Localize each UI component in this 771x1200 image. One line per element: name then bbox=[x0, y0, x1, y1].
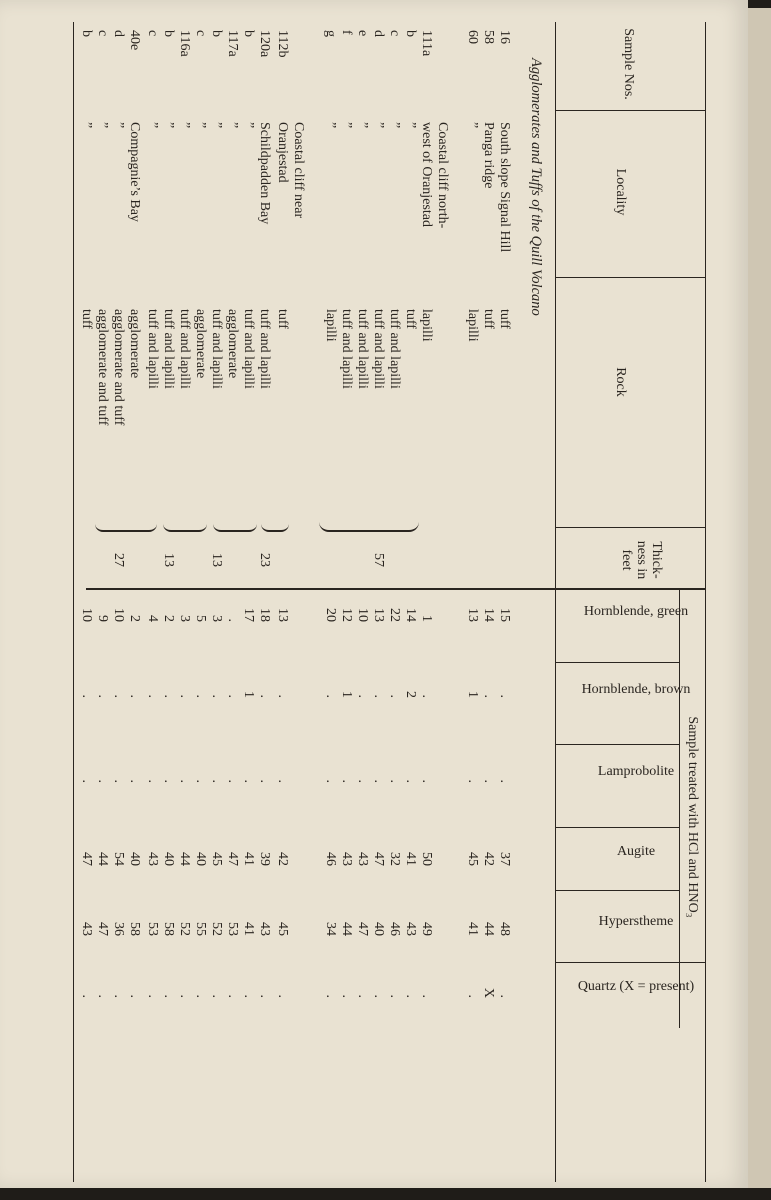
cell-rock: tuff bbox=[403, 309, 418, 329]
cell-qtz: . bbox=[257, 994, 272, 998]
cell-lamp: . bbox=[145, 779, 160, 783]
cell-locality: ” bbox=[339, 122, 354, 129]
cell-rock: agglomerate bbox=[127, 309, 142, 379]
cell-rock: tuff and lapilli bbox=[241, 309, 256, 389]
cell-qtz: . bbox=[371, 994, 386, 998]
cell-rock: lapilli bbox=[323, 309, 338, 342]
cell-hyp: 43 bbox=[403, 922, 418, 936]
cell-hg: 10 bbox=[355, 608, 370, 622]
cell-aug: 42 bbox=[275, 852, 290, 866]
cell-aug: 41 bbox=[403, 852, 418, 866]
cell-hyp: 58 bbox=[161, 922, 176, 936]
cell-hg: 3 bbox=[177, 615, 192, 622]
cell-lamp: . bbox=[241, 779, 256, 783]
divider-8 bbox=[556, 890, 680, 891]
cell-hg: 13 bbox=[465, 608, 480, 622]
cell-qtz: . bbox=[225, 994, 240, 998]
cell-hb: . bbox=[481, 694, 496, 698]
cell-thickness: 23 bbox=[257, 553, 272, 567]
cell-sample: d bbox=[371, 30, 386, 37]
divider-6 bbox=[556, 744, 680, 745]
divider-5 bbox=[556, 662, 680, 663]
cell-qtz: . bbox=[275, 994, 290, 998]
cell-sample: d bbox=[111, 30, 126, 37]
cell-thickness: 13 bbox=[161, 553, 176, 567]
cell-hg: 18 bbox=[257, 608, 272, 622]
cell-sample: 117a bbox=[225, 30, 240, 57]
cell-hb: 1 bbox=[241, 691, 256, 698]
cell-hb: . bbox=[209, 694, 224, 698]
body-divider bbox=[86, 588, 556, 590]
table-bottom-rule bbox=[73, 22, 74, 1182]
cell-hb: . bbox=[193, 694, 208, 698]
cell-hb: . bbox=[257, 694, 272, 698]
cell-hyp: 46 bbox=[387, 922, 402, 936]
cell-hb: 1 bbox=[465, 691, 480, 698]
cell-rock: lapilli bbox=[419, 309, 434, 342]
table-row bbox=[338, 22, 354, 1182]
cell-rock: tuff and lapilli bbox=[371, 309, 386, 389]
cell-hg: 10 bbox=[111, 608, 126, 622]
cell-rock: tuff bbox=[79, 309, 94, 329]
cell-hb: 1 bbox=[339, 691, 354, 698]
cell-hyp: 43 bbox=[79, 922, 94, 936]
cell-rock: tuff and lapilli bbox=[161, 309, 176, 389]
cell-thickness: 57 bbox=[371, 553, 386, 567]
cell-locality: ” bbox=[193, 122, 208, 129]
table-row bbox=[144, 22, 160, 1182]
rotated-table bbox=[14, 22, 734, 1182]
cell-locality: Schildpadden Bay bbox=[257, 122, 272, 225]
cell-aug: 43 bbox=[355, 852, 370, 866]
cell-hg: 9 bbox=[95, 615, 110, 622]
header-lamprobolite: Lamprobolite bbox=[597, 764, 675, 779]
cell-aug: 47 bbox=[371, 852, 386, 866]
cell-hyp: 52 bbox=[209, 922, 224, 936]
divider-7 bbox=[556, 827, 680, 828]
cell-hb: . bbox=[275, 694, 290, 698]
cell-hg: 5 bbox=[193, 615, 208, 622]
cell-qtz: . bbox=[79, 994, 94, 998]
cell-hb: . bbox=[95, 694, 110, 698]
cell-aug: 47 bbox=[225, 852, 240, 866]
header-hyperstheme: Hyperstheme bbox=[598, 914, 674, 929]
table-row bbox=[354, 22, 370, 1182]
cell-qtz: . bbox=[209, 994, 224, 998]
cell-locality: ” bbox=[403, 122, 418, 129]
cell-locality: west of Oranjestad bbox=[419, 122, 434, 227]
cell-lamp: . bbox=[111, 779, 126, 783]
table-row bbox=[78, 22, 94, 1182]
cell-hb: . bbox=[177, 694, 192, 698]
cell-aug: 43 bbox=[339, 852, 354, 866]
cell-rock: tuff bbox=[275, 309, 290, 329]
cell-lamp: . bbox=[161, 779, 176, 783]
cell-sample: 40e bbox=[127, 30, 142, 51]
cell-qtz: . bbox=[497, 994, 512, 998]
cell-locality: ” bbox=[145, 122, 160, 129]
cell-lamp: . bbox=[275, 779, 290, 783]
cell-qtz: . bbox=[355, 994, 370, 998]
cell-aug: 50 bbox=[419, 852, 434, 866]
cell-lamp: . bbox=[95, 779, 110, 783]
header-hornblende-green: Hornblende, green bbox=[583, 604, 689, 619]
cell-lamp: . bbox=[257, 779, 272, 783]
cell-hyp: 47 bbox=[95, 922, 110, 936]
cell-lamp: . bbox=[419, 779, 434, 783]
cell-sample: 116a bbox=[177, 30, 192, 57]
cell-lamp: . bbox=[193, 779, 208, 783]
table-row bbox=[224, 22, 240, 1182]
cell-hyp: 58 bbox=[127, 922, 142, 936]
cell-aug: 45 bbox=[465, 852, 480, 866]
header-augite: Augite bbox=[616, 844, 656, 859]
cell-hyp: 45 bbox=[275, 922, 290, 936]
cell-sample: b bbox=[403, 30, 418, 37]
cell-sample: c bbox=[193, 30, 208, 37]
cell-locality: Oranjestad bbox=[275, 122, 290, 183]
cell-hg: 14 bbox=[481, 608, 496, 622]
table-row bbox=[94, 22, 110, 1182]
cell-hyp: 47 bbox=[355, 922, 370, 936]
cell-qtz: . bbox=[465, 994, 480, 998]
cell-aug: 45 bbox=[209, 852, 224, 866]
cell-lamp: . bbox=[465, 779, 480, 783]
cell-sample: b bbox=[209, 30, 224, 37]
cell-aug: 44 bbox=[177, 852, 192, 866]
cell-hyp: 53 bbox=[145, 922, 160, 936]
cell-hg: 10 bbox=[79, 608, 94, 622]
cell-aug: 40 bbox=[127, 852, 142, 866]
cell-rock: tuff and lapilli bbox=[355, 309, 370, 389]
cell-sample: 111a bbox=[419, 30, 434, 57]
cell-rock: tuff and lapilli bbox=[177, 309, 192, 389]
cell-hyp: 43 bbox=[257, 922, 272, 936]
cell-aug: 40 bbox=[161, 852, 176, 866]
cell-sample: 16 bbox=[497, 30, 512, 44]
cell-locality: Panga ridge bbox=[481, 122, 496, 189]
cell-lamp: . bbox=[79, 779, 94, 783]
table-row bbox=[418, 22, 434, 1182]
cell-hg: 20 bbox=[323, 608, 338, 622]
cell-hyp: 53 bbox=[225, 922, 240, 936]
cell-sample: b bbox=[79, 30, 94, 37]
header-thickness: Thick- ness in feet bbox=[619, 540, 664, 580]
cell-hb: . bbox=[225, 694, 240, 698]
cell-lamp: . bbox=[355, 779, 370, 783]
table-row bbox=[160, 22, 176, 1182]
cell-rock: tuff and lapilli bbox=[339, 309, 354, 389]
cell-hyp: 52 bbox=[177, 922, 192, 936]
divider-9 bbox=[556, 962, 706, 963]
table-row bbox=[126, 22, 142, 1182]
cell-aug: 42 bbox=[481, 852, 496, 866]
header-locality: Locality bbox=[613, 168, 628, 216]
cell-rock: agglomerate bbox=[193, 309, 208, 379]
table-row bbox=[110, 22, 126, 1182]
divider-3 bbox=[556, 527, 706, 528]
cell-aug: 46 bbox=[323, 852, 338, 866]
cell-qtz: . bbox=[193, 994, 208, 998]
cell-rock: agglomerate and tuff bbox=[111, 309, 126, 426]
cell-locality: ” bbox=[177, 122, 192, 129]
cell-aug: 40 bbox=[193, 852, 208, 866]
section-title: Agglomerates and Tuffs of the Quill Volcano bbox=[528, 58, 544, 316]
cell-hb: . bbox=[355, 694, 370, 698]
cell-qtz: . bbox=[419, 994, 434, 998]
cell-hb: . bbox=[111, 694, 126, 698]
cell-sample: 120a bbox=[257, 30, 272, 58]
cell-hg: 22 bbox=[387, 608, 402, 622]
header-bottom-rule bbox=[555, 22, 556, 1182]
cell-rock: lapilli bbox=[465, 309, 480, 342]
cell-hb: . bbox=[419, 694, 434, 698]
cell-lamp: . bbox=[497, 779, 512, 783]
next-page-edge bbox=[748, 8, 771, 1188]
table-row bbox=[402, 22, 418, 1182]
cell-qtz: . bbox=[387, 994, 402, 998]
table-row bbox=[240, 22, 256, 1182]
cell-locality: ” bbox=[161, 122, 176, 129]
cell-hyp: 41 bbox=[241, 922, 256, 936]
cell-rock: tuff and lapilli bbox=[387, 309, 402, 389]
cell-aug: 41 bbox=[241, 852, 256, 866]
cell-sample: c bbox=[387, 30, 402, 37]
cell-hg: 13 bbox=[275, 608, 290, 622]
cell-locality: ” bbox=[387, 122, 402, 129]
table-row bbox=[496, 22, 512, 1182]
cell-qtz: . bbox=[339, 994, 354, 998]
cell-lamp: . bbox=[323, 779, 338, 783]
divider-1 bbox=[556, 110, 706, 111]
cell-lamp: . bbox=[371, 779, 386, 783]
cell-aug: 32 bbox=[387, 852, 402, 866]
cell-rock: tuff and lapilli bbox=[209, 309, 224, 389]
cell-lamp: . bbox=[225, 779, 240, 783]
cell-aug: 44 bbox=[95, 852, 110, 866]
cell-rock: agglomerate bbox=[225, 309, 240, 379]
cell-hyp: 55 bbox=[193, 922, 208, 936]
cell-qtz: . bbox=[111, 994, 126, 998]
header-hornblende-brown: Hornblende, brown bbox=[581, 682, 691, 697]
cell-hb: . bbox=[79, 694, 94, 698]
table-row bbox=[322, 22, 338, 1182]
cell-qtz: . bbox=[161, 994, 176, 998]
cell-sample: g bbox=[323, 30, 338, 37]
cell-sample: 58 bbox=[481, 30, 496, 44]
divider-4 bbox=[556, 588, 706, 590]
cell-locality: ” bbox=[209, 122, 224, 129]
cell-aug: 54 bbox=[111, 852, 126, 866]
cell-hb: 2 bbox=[403, 691, 418, 698]
cell-aug: 47 bbox=[79, 852, 94, 866]
cell-sample: f bbox=[339, 30, 354, 35]
cell-hyp: 41 bbox=[465, 922, 480, 936]
divider-2 bbox=[556, 277, 706, 278]
cell-lamp: . bbox=[127, 779, 142, 783]
cell-qtz: . bbox=[241, 994, 256, 998]
cell-hb: . bbox=[145, 694, 160, 698]
cell-locality: ” bbox=[371, 122, 386, 129]
cell-aug: 37 bbox=[497, 852, 512, 866]
cell-locality: Coastal cliff near bbox=[291, 122, 306, 219]
cell-hyp: 48 bbox=[497, 922, 512, 936]
cell-qtz: . bbox=[95, 994, 110, 998]
cell-qtz: . bbox=[323, 994, 338, 998]
cell-sample: 60 bbox=[465, 30, 480, 44]
table-row bbox=[464, 22, 480, 1182]
cell-thickness: 13 bbox=[209, 553, 224, 567]
cell-locality: ” bbox=[465, 122, 480, 129]
cell-qtz: . bbox=[177, 994, 192, 998]
header-rock: Rock bbox=[613, 367, 628, 397]
cell-lamp: . bbox=[403, 779, 418, 783]
cell-locality: ” bbox=[355, 122, 370, 129]
cell-hb: . bbox=[127, 694, 142, 698]
cell-qtz: X bbox=[481, 987, 496, 998]
cell-aug: 43 bbox=[145, 852, 160, 866]
table-row bbox=[176, 22, 192, 1182]
cell-locality: ” bbox=[241, 122, 256, 129]
cell-locality: Compagnie’s Bay bbox=[127, 122, 142, 222]
cell-hg: 4 bbox=[145, 615, 160, 622]
cell-hb: . bbox=[371, 694, 386, 698]
cell-locality: Coastal cliff north- bbox=[435, 122, 450, 229]
cell-sample: b bbox=[241, 30, 256, 37]
cell-hyp: 44 bbox=[339, 922, 354, 936]
cell-sample: 112b bbox=[275, 30, 290, 58]
cell-lamp: . bbox=[177, 779, 192, 783]
cell-locality: ” bbox=[95, 122, 110, 129]
cell-locality: ” bbox=[111, 122, 126, 129]
cell-hg: 12 bbox=[339, 608, 354, 622]
cell-locality: ” bbox=[225, 122, 240, 129]
cell-hb: . bbox=[323, 694, 338, 698]
cell-hg: . bbox=[225, 618, 240, 622]
cell-rock: tuff bbox=[497, 309, 512, 329]
cell-hg: 15 bbox=[497, 608, 512, 622]
cell-locality: ” bbox=[323, 122, 338, 129]
table-row bbox=[192, 22, 208, 1182]
cell-hg: 1 bbox=[419, 615, 434, 622]
table-row bbox=[480, 22, 496, 1182]
cell-hg: 17 bbox=[241, 608, 256, 622]
table-row bbox=[274, 22, 290, 1182]
cell-hg: 14 bbox=[403, 608, 418, 622]
cell-hyp: 49 bbox=[419, 922, 434, 936]
cell-locality: South slope Signal Hill bbox=[497, 122, 512, 253]
cell-rock: tuff and lapilli bbox=[257, 309, 272, 389]
cell-hb: . bbox=[161, 694, 176, 698]
cell-thickness: 27 bbox=[111, 553, 126, 567]
treated-group-header: Sample treated with HCl and HNO₃ bbox=[685, 716, 700, 918]
header-sample: Sample Nos. bbox=[621, 28, 636, 100]
cell-hyp: 36 bbox=[111, 922, 126, 936]
cell-aug: 39 bbox=[257, 852, 272, 866]
cell-sample: c bbox=[145, 30, 160, 37]
cell-lamp: . bbox=[387, 779, 402, 783]
cell-lamp: . bbox=[209, 779, 224, 783]
table-row bbox=[290, 22, 306, 1182]
cell-locality: ” bbox=[79, 122, 94, 129]
table-top-rule bbox=[705, 22, 706, 1182]
cell-qtz: . bbox=[145, 994, 160, 998]
cell-sample: b bbox=[161, 30, 176, 37]
cell-sample: c bbox=[95, 30, 110, 37]
cell-hb: . bbox=[497, 694, 512, 698]
cell-rock: tuff bbox=[481, 309, 496, 329]
table-row bbox=[386, 22, 402, 1182]
cell-hg: 3 bbox=[209, 615, 224, 622]
cell-hyp: 44 bbox=[481, 922, 496, 936]
cell-lamp: . bbox=[339, 779, 354, 783]
header-quartz: Quartz (X = present) bbox=[577, 979, 695, 994]
cell-qtz: . bbox=[403, 994, 418, 998]
cell-hg: 13 bbox=[371, 608, 386, 622]
cell-qtz: . bbox=[127, 994, 142, 998]
cell-hyp: 34 bbox=[323, 922, 338, 936]
cell-rock: tuff and lapilli bbox=[145, 309, 160, 389]
table-row bbox=[208, 22, 224, 1182]
cell-hyp: 40 bbox=[371, 922, 386, 936]
cell-hb: . bbox=[387, 694, 402, 698]
table-row bbox=[256, 22, 272, 1182]
cell-rock: agglomerate and tuff bbox=[95, 309, 110, 426]
cell-hg: 2 bbox=[161, 615, 176, 622]
cell-sample: e bbox=[355, 30, 370, 37]
table-row bbox=[370, 22, 386, 1182]
table-row bbox=[434, 22, 450, 1182]
cell-hg: 2 bbox=[127, 615, 142, 622]
cell-lamp: . bbox=[481, 779, 496, 783]
